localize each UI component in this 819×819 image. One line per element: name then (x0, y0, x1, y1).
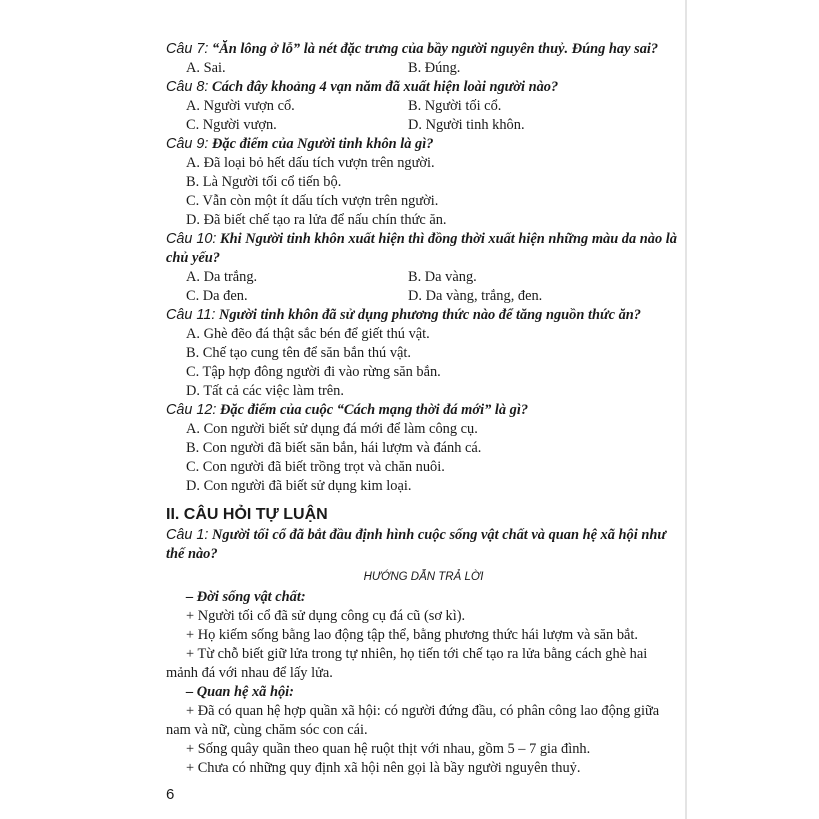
option-b: B. Là Người tối cổ tiến bộ. (186, 174, 342, 190)
material-point: + Họ kiếm sống bằng lao động tập thể, bằng phương thức hái lượm và săn bắt. (186, 627, 638, 643)
option-a: A. Đã loại bỏ hết dấu tích vượn trên người. (186, 155, 435, 171)
option-d: D. Tất cả các việc làm trên. (186, 383, 344, 399)
material-life-heading: – Đời sống vật chất: (186, 589, 306, 605)
option-row (166, 287, 681, 306)
option-a: A. Sai. (186, 60, 226, 76)
option-b: B. Da vàng. (408, 269, 477, 285)
page-spine-shadow (685, 0, 687, 819)
page-content (166, 40, 681, 778)
option-c: C. Người vượn. (186, 117, 277, 133)
option-row (166, 268, 681, 287)
social-point: + Chưa có những quy định xã hội nên gọi là bầy người nguyên thuỷ. (186, 760, 581, 776)
material-point: + Người tối cổ đã sử dụng công cụ đá cũ (sơ kì). (186, 608, 466, 624)
option-c: C. Tập hợp đông người đi vào rừng săn bắn. (186, 364, 441, 380)
question-text: Câu 9: Đặc điểm của Người tinh khôn là gì? (166, 136, 434, 152)
option-b: B. Con người đã biết săn bắn, hái lượm và đánh cá. (186, 440, 482, 456)
material-point: + Từ chỗ biết giữ lửa trong tự nhiên, họ tiến tới chế tạo ra lửa bằng cách ghè hai mảnh đá với nhau để lấy lửa. (166, 646, 648, 681)
question-7 (166, 40, 681, 78)
answer-guide-heading: HƯỚNG DẪN TRẢ LỜI (363, 571, 484, 583)
question-text: Câu 12: Đặc điểm của cuộc “Cách mạng thời đá mới” là gì? (166, 402, 529, 418)
question-10 (166, 230, 681, 306)
page-number: 6 (166, 786, 175, 803)
option-d: D. Da vàng, trắng, đen. (408, 288, 543, 304)
question-text: Câu 8: Cách đây khoảng 4 vạn năm đã xuất hiện loài người nào? (166, 79, 559, 95)
social-relations-heading: – Quan hệ xã hội: (186, 684, 294, 700)
option-row (166, 59, 681, 78)
section-heading: II. CÂU HỎI TỰ LUẬN (166, 506, 328, 523)
social-point: + Đã có quan hệ hợp quần xã hội: có người đứng đầu, có phân công lao động giữa nam và nữ, cùng chăm sóc con cái. (166, 703, 660, 738)
option-a: A. Con người biết sử dụng đá mới để làm công cụ. (186, 421, 478, 437)
question-text: Câu 7: “Ăn lông ở lỗ” là nét đặc trưng của bầy người nguyên thuỷ. Đúng hay sai? (166, 41, 659, 57)
option-d: D. Người tinh khôn. (408, 117, 525, 133)
option-c: C. Con người đã biết trồng trọt và chăn nuôi. (186, 459, 445, 475)
option-b: B. Chế tạo cung tên để săn bắn thú vật. (186, 345, 412, 361)
option-a: A. Người vượn cổ. (186, 98, 295, 114)
question-8 (166, 78, 681, 135)
option-row (166, 97, 681, 116)
question-9 (166, 135, 681, 230)
option-c: C. Da đen. (186, 288, 248, 304)
option-row (166, 116, 681, 135)
option-c: C. Vẫn còn một ít dấu tích vượn trên người. (186, 193, 439, 209)
option-a: A. Ghè đẽo đá thật sắc bén để giết thú vật. (186, 326, 430, 342)
option-a: A. Da trắng. (186, 269, 258, 285)
essay-question-1: Câu 1: Người tối cổ đã bắt đầu định hình cuộc sống vật chất và quan hệ xã hội như thế nào? (166, 527, 666, 562)
option-b: B. Người tối cổ. (408, 98, 502, 114)
option-d: D. Đã biết chế tạo ra lửa để nấu chín thức ăn. (186, 212, 447, 228)
question-text: Câu 11: Người tinh khôn đã sử dụng phương thức nào để tăng nguồn thức ăn? (166, 307, 641, 323)
question-11 (166, 306, 681, 401)
question-text: Câu 10: Khi Người tinh khôn xuất hiện thì đồng thời xuất hiện những màu da nào là chủ yếu? (166, 231, 677, 266)
social-point: + Sống quây quần theo quan hệ ruột thịt với nhau, gồm 5 – 7 gia đình. (186, 741, 591, 757)
question-12 (166, 401, 681, 496)
option-d: D. Con người đã biết sử dụng kim loại. (186, 478, 412, 494)
option-b: B. Đúng. (408, 60, 461, 76)
